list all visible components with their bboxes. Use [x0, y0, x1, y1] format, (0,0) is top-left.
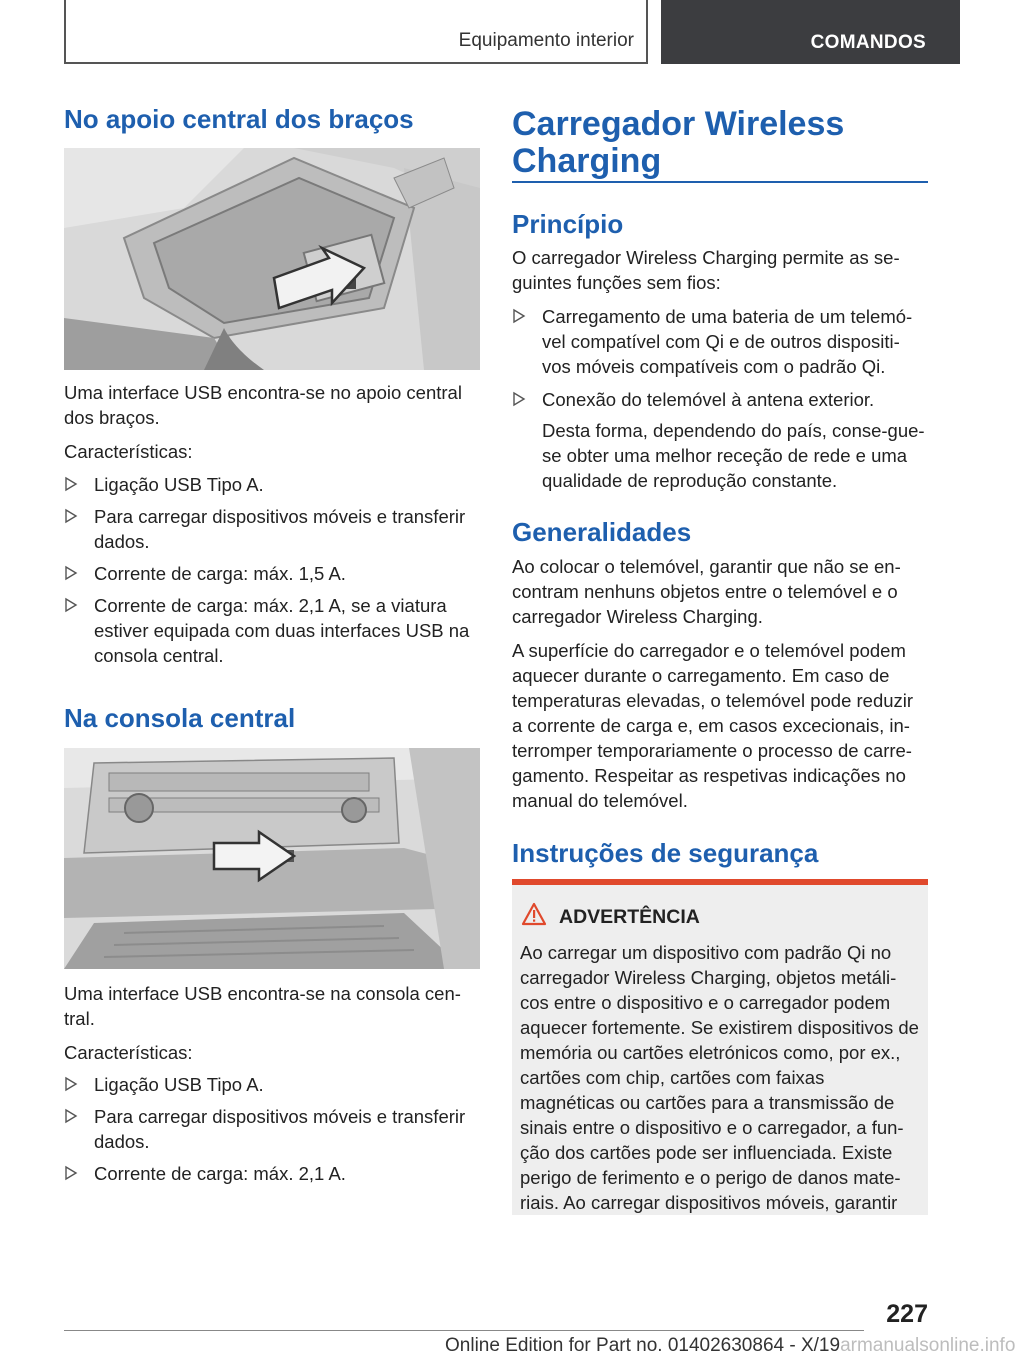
triangle-right-outline-icon	[512, 391, 526, 407]
footer-rule	[64, 1330, 864, 1331]
triangle-right-outline-icon	[64, 1076, 78, 1092]
heading-safety: Instruções de segurança	[512, 838, 819, 868]
armrest-features-label: Características:	[64, 441, 193, 462]
heading-general: Generalidades	[512, 517, 692, 547]
list-item: Para carregar dispositivos móveis e transferir dados.	[64, 1104, 480, 1154]
header-section-title: Equipamento interior	[458, 30, 634, 51]
heading-principle: Princípio	[512, 209, 624, 239]
list-item: Carregamento de uma bateria de um telemó-vel compatível com Qi e de outros dispositi-vos móveis compatíveis com o padrão Qi.	[512, 304, 928, 379]
general-paragraph-1: Ao colocar o telemóvel, garantir que não se en-contram nenhuns objetos entre o telemóvel e o carregador Wireless Charging.	[512, 556, 901, 627]
warning-triangle-icon	[521, 902, 547, 926]
console-usb-photo	[64, 748, 480, 969]
heading-armrest: No apoio central dos braços	[64, 104, 414, 134]
warning-title: ADVERTÊNCIA	[559, 906, 700, 928]
list-item: Conexão do telemóvel à antena exterior.	[512, 387, 928, 412]
header-section-box	[64, 0, 648, 64]
heading-console: Na consola central	[64, 703, 296, 733]
triangle-right-outline-icon	[64, 476, 78, 492]
page-number: 227	[886, 1300, 928, 1328]
footer	[445, 1335, 1015, 1357]
section-title: Carregador Wireless Charging	[512, 105, 845, 180]
triangle-right-outline-icon	[64, 597, 78, 613]
header-chapter-box	[661, 0, 960, 64]
footer-edition: Online Edition for Part no. 01402630864 - X/19	[445, 1335, 841, 1356]
list-item: Ligação USB Tipo A.	[64, 1072, 480, 1097]
header-chapter-title: COMANDOS	[810, 32, 926, 53]
armrest-intro: Uma interface USB encontra-se no apoio central dos braços.	[64, 382, 462, 428]
console-features-label: Características:	[64, 1042, 193, 1063]
list-item: Para carregar dispositivos móveis e transferir dados.	[64, 504, 480, 554]
list-item: Corrente de carga: máx. 2,1 A, se a viatura estiver equipada com duas interfaces USB na consola central.	[64, 593, 480, 668]
title-rule	[512, 181, 928, 183]
console-intro: Uma interface USB encontra-se na consola cen-tral.	[64, 983, 461, 1029]
warning-text: Ao carregar um dispositivo com padrão Qi no carregador Wireless Charging, objetos metáli-cos entre o dispositivo e o carregador podem aquecer fortemente. Se existirem dispositivos de memória ou cartões eletrónicos como, por ex., cartões com chip, cartões com faixas magnéticas ou cartões para a transmissão de sinais entre o dispositivo e o carregador, a fun-ção dos cartões pode ser influenciada. Existe perigo de ferimento e o perigo de danos mate-riais. Ao carregar dispositivos móveis, garantir	[520, 942, 919, 1213]
triangle-right-outline-icon	[64, 565, 78, 581]
list-item: Corrente de carga: máx. 1,5 A.	[64, 561, 480, 586]
triangle-right-outline-icon	[64, 508, 78, 524]
principle-item-2-detail: Desta forma, dependendo do país, conse-gue-se obter uma melhor receção de rede e uma qualidade de reprodução constante.	[542, 420, 925, 491]
general-paragraph-2: A superfície do carregador e o telemóvel podem aquecer durante o carregamento. Em caso de temperaturas elevadas, o telemóvel pode reduzir a corrente de carga e, em casos excecionais, in-terromper temporariamente o processo de carre-gamento. Respeitar as respetivas indicações no manual do telemóvel.	[512, 640, 914, 811]
triangle-right-outline-icon	[512, 308, 526, 324]
armrest-usb-photo	[64, 148, 480, 370]
list-item: Corrente de carga: máx. 2,1 A.	[64, 1161, 480, 1186]
footer-watermark: armanualsonline.info	[840, 1335, 1015, 1356]
triangle-right-outline-icon	[64, 1108, 78, 1124]
list-item: Ligação USB Tipo A.	[64, 472, 480, 497]
triangle-right-outline-icon	[64, 1165, 78, 1181]
principle-text: O carregador Wireless Charging permite as se-guintes funções sem fios:	[512, 247, 900, 293]
